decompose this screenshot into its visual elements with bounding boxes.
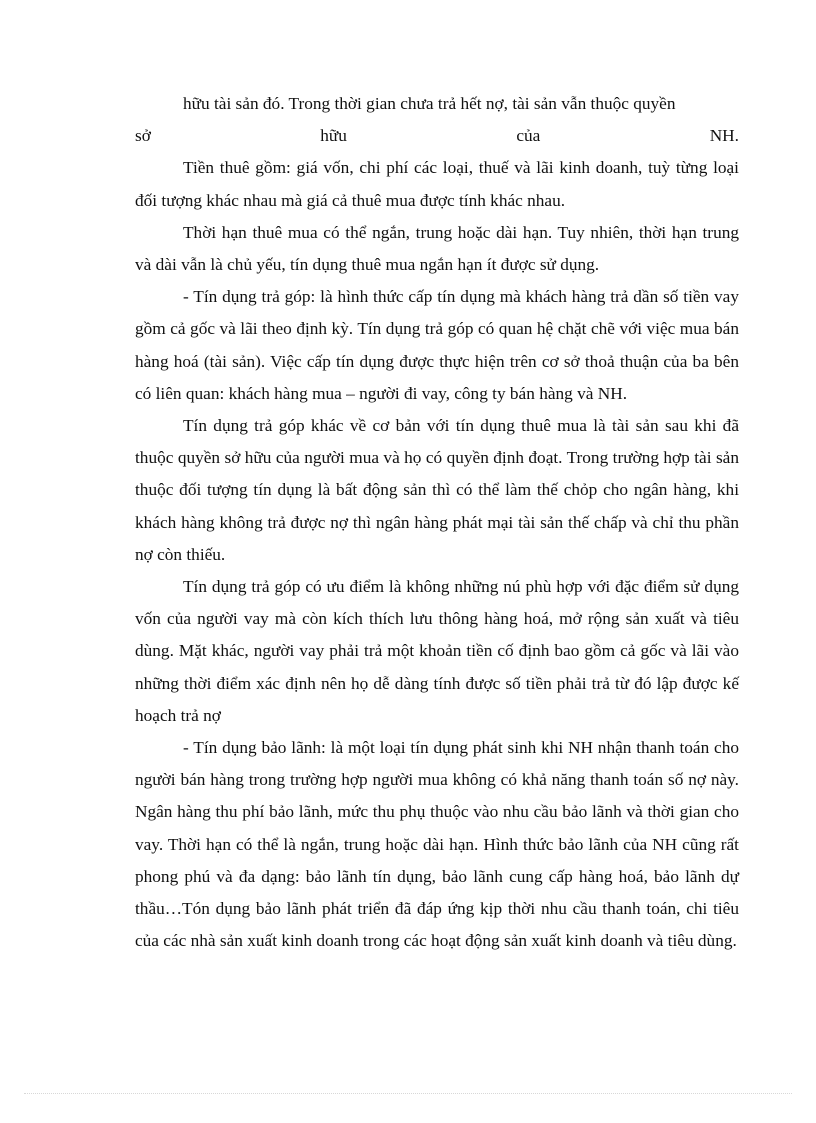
spread-word-1: sở xyxy=(135,126,151,146)
spread-word-3: của xyxy=(516,126,541,146)
document-page xyxy=(135,88,739,957)
spread-line xyxy=(135,120,739,152)
paragraph-5: Tín dụng trả góp khác về cơ bản với tín dụng thuê mua là tài sản sau khi đã thuộc quyền sở hữu của người mua và họ có quyền định đoạt. Trong trường hợp tài sản thuộc đối tượng tín dụng là bất động sản thì có thể làm thế chỏp cho ngân hàng, khi khách hàng không trả được nợ thì ngân hàng phát mại tài sản thế chấp và chỉ thu phần nợ còn thiếu. xyxy=(135,416,739,564)
paragraph-6: Tín dụng trả góp có ưu điểm là không những nú phù hợp với đặc điểm sử dụng vốn của người vay mà còn kích thích lưu thông hàng hoá, mở rộng sản xuất và tiêu dùng. Mặt khác, người vay phải trả một khoản tiền cố định bao gồm cả gốc và lãi vào những thời điểm xác định nên họ dễ dàng tính được số tiền phải trả từ đó lập được kế hoạch trả nợ xyxy=(135,577,739,725)
spread-word-2: hữu xyxy=(320,126,347,146)
paragraph-1: hữu tài sản đó. Trong thời gian chưa trả hết nợ, tài sản vẫn thuộc quyền xyxy=(183,94,676,113)
paragraph-3: Thời hạn thuê mua có thể ngắn, trung hoặc dài hạn. Tuy nhiên, thời hạn trung và dài vẫn là chủ yếu, tín dụng thuê mua ngắn hạn ít được sử dụng. xyxy=(135,222,739,275)
paragraph-7: - Tín dụng bảo lãnh: là một loại tín dụng phát sinh khi NH nhận thanh toán cho người bán hàng trong trường hợp người mua không có khả năng thanh toán số nợ này. Ngân hàng thu phí bảo lãnh, mức thu phụ thuộc vào nhu cầu bảo lãnh và thời gian cho vay. Thời hạn có thể là ngắn, trung hoặc dài hạn. Hình thức bảo lãnh của NH cũng rất phong phú và đa dạng: bảo lãnh tín dụng, bảo lãnh cung cấp hàng hoá, bảo lãnh dự thầu…Tón dụng bảo lãnh phát triển đã đáp ứng kịp thời nhu cầu thanh toán, chi tiêu của các nhà sản xuất kinh doanh trong các hoạt động sản xuất kinh doanh và tiêu dùng. xyxy=(135,738,739,951)
page-bottom-divider xyxy=(24,1093,792,1094)
paragraph-2: Tiền thuê gồm: giá vốn, chi phí các loại, thuế và lãi kinh doanh, tuỳ từng loại đối tượng khác nhau mà giá cả thuê mua được tính khác nhau. xyxy=(135,158,739,210)
spread-word-4: NH. xyxy=(709,126,739,146)
paragraph-4: - Tín dụng trả góp: là hình thức cấp tín dụng mà khách hàng trả dần số tiền vay gồm cả gốc và lãi theo định kỳ. Tín dụng trả góp có quan hệ chặt chẽ với việc mua bán hàng hoá (tài sản). Việc cấp tín dụng được thực hiện trên cơ sở thoả thuận của ba bên có liên quan: khách hàng mua – người đi vay, công ty bán hàng và NH. xyxy=(135,287,739,403)
